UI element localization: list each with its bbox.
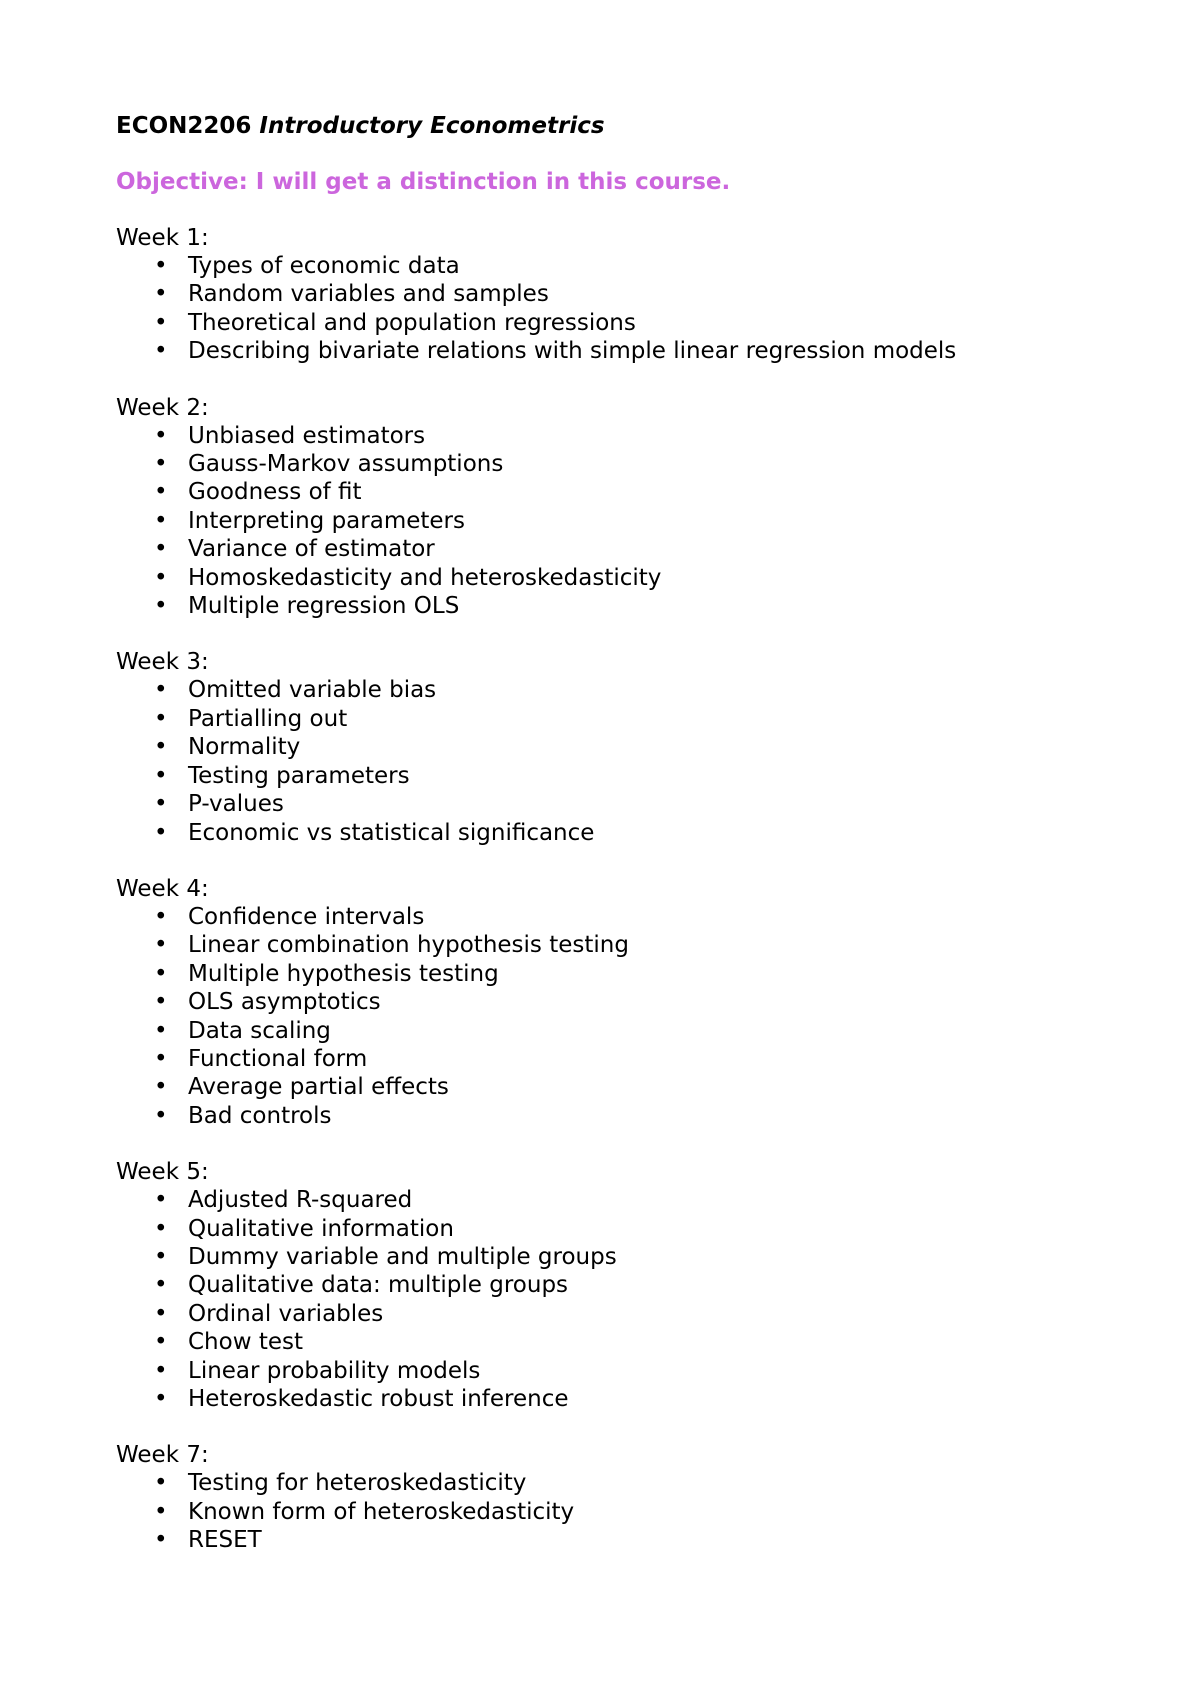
list-item — [116, 988, 1116, 1016]
objective-statement: Objective: I will get a distinction in this course. — [116, 169, 731, 195]
bullet-icon: • — [154, 989, 168, 1016]
list-item — [116, 252, 1116, 280]
list-item — [116, 931, 1116, 959]
week-heading: Week 5: — [116, 1159, 209, 1186]
week-section — [116, 394, 1116, 621]
list-item — [116, 280, 1116, 308]
week-heading: Week 2: — [116, 394, 209, 421]
topic-text: Multiple hypothesis testing — [188, 960, 499, 987]
bullet-icon: • — [154, 1329, 168, 1356]
bullet-icon: • — [154, 479, 168, 506]
week-heading: Week 3: — [116, 649, 209, 676]
topic-text: Average partial effects — [188, 1074, 449, 1101]
bullet-icon: • — [154, 705, 168, 732]
topic-text: Functional form — [188, 1045, 368, 1072]
week-section — [116, 224, 1116, 366]
bullet-icon: • — [154, 734, 168, 761]
topic-text: Known form of heteroskedasticity — [188, 1498, 575, 1525]
week-section — [116, 648, 1116, 846]
bullet-icon: • — [154, 1215, 168, 1242]
topic-text: Dummy variable and multiple groups — [188, 1243, 617, 1270]
bullet-icon: • — [154, 564, 168, 591]
week-section — [116, 1441, 1116, 1554]
topic-text: Homoskedasticity and heteroskedasticity — [188, 564, 662, 591]
topic-text: Types of economic data — [188, 253, 460, 279]
bullet-icon: • — [154, 791, 168, 818]
bullet-icon: • — [154, 960, 168, 987]
list-item — [116, 507, 1116, 535]
list-item — [116, 564, 1116, 592]
list-item — [116, 1102, 1116, 1130]
topic-list — [116, 1469, 1116, 1554]
bullet-icon: • — [154, 1074, 168, 1101]
topic-text: Bad controls — [188, 1102, 332, 1129]
list-item — [116, 309, 1116, 337]
bullet-icon: • — [154, 593, 168, 620]
list-item — [116, 705, 1116, 733]
list-item — [116, 1186, 1116, 1214]
topic-text: Economic vs statistical significance — [188, 819, 595, 846]
bullet-icon: • — [154, 309, 168, 336]
document-title — [116, 112, 1116, 140]
topic-text: Random variables and samples — [188, 281, 549, 308]
list-item — [116, 1017, 1116, 1045]
topic-text: Variance of estimator — [188, 536, 435, 563]
bullet-icon: • — [154, 281, 168, 308]
list-item — [116, 478, 1116, 506]
topic-text: P-values — [188, 791, 284, 818]
topic-list — [116, 676, 1116, 846]
list-item — [116, 337, 1116, 365]
bullet-icon: • — [154, 338, 168, 365]
list-item — [116, 1243, 1116, 1271]
bullet-icon: • — [154, 1243, 168, 1270]
list-item — [116, 1271, 1116, 1299]
list-item — [116, 592, 1116, 620]
topic-text: Normality — [188, 734, 301, 761]
topic-text: Linear probability models — [188, 1357, 481, 1384]
list-item — [116, 1045, 1116, 1073]
week-heading: Week 1: — [116, 225, 209, 251]
list-item — [116, 790, 1116, 818]
topic-text: Heteroskedastic robust inference — [188, 1386, 569, 1412]
bullet-icon: • — [154, 1386, 168, 1412]
bullet-icon: • — [154, 507, 168, 534]
topic-text: Testing parameters — [188, 762, 410, 789]
bullet-icon: • — [154, 1272, 168, 1299]
list-item — [116, 1469, 1116, 1497]
topic-text: Adjusted R-squared — [188, 1187, 413, 1214]
topic-text: Unbiased estimators — [188, 422, 426, 449]
topic-text: Multiple regression OLS — [188, 593, 460, 620]
list-item — [116, 676, 1116, 704]
list-item — [116, 1526, 1116, 1554]
list-item — [116, 733, 1116, 761]
topic-list — [116, 1186, 1116, 1413]
bullet-icon: • — [154, 819, 168, 846]
bullet-icon: • — [154, 1300, 168, 1327]
topic-text: Testing for heteroskedasticity — [188, 1470, 527, 1497]
bullet-icon: • — [154, 1187, 168, 1214]
topic-text: Interpreting parameters — [188, 507, 465, 534]
topic-list — [116, 252, 1116, 366]
document-page — [116, 112, 1116, 1555]
list-item — [116, 535, 1116, 563]
week-section — [116, 1158, 1116, 1413]
bullet-icon: • — [154, 1470, 168, 1497]
week-heading: Week 7: — [116, 1442, 209, 1469]
course-code: ECON2206 — [116, 113, 252, 139]
course-name: Introductory Econometrics — [259, 113, 605, 139]
topic-text: Theoretical and population regressions — [188, 309, 636, 336]
topic-text: Ordinal variables — [188, 1300, 384, 1327]
list-item — [116, 1385, 1116, 1413]
topic-text: Gauss-Markov assumptions — [188, 451, 504, 478]
week-heading: Week 4: — [116, 875, 209, 902]
topic-list — [116, 903, 1116, 1130]
bullet-icon: • — [154, 903, 168, 930]
list-item — [116, 1328, 1116, 1356]
bullet-icon: • — [154, 1527, 168, 1554]
topic-text: Qualitative information — [188, 1215, 454, 1242]
topic-text: OLS asymptotics — [188, 989, 381, 1016]
list-item — [116, 762, 1116, 790]
bullet-icon: • — [154, 1017, 168, 1044]
topic-text: RESET — [188, 1527, 262, 1554]
topic-text: Confidence intervals — [188, 903, 425, 930]
bullet-icon: • — [154, 451, 168, 478]
bullet-icon: • — [154, 932, 168, 959]
bullet-icon: • — [154, 677, 168, 704]
topic-text: Linear combination hypothesis testing — [188, 932, 629, 959]
bullet-icon: • — [154, 1357, 168, 1384]
topic-list — [116, 422, 1116, 621]
list-item — [116, 903, 1116, 931]
list-item — [116, 960, 1116, 988]
topic-text: Qualitative data: multiple groups — [188, 1272, 569, 1299]
bullet-icon: • — [154, 536, 168, 563]
bullet-icon: • — [154, 762, 168, 789]
list-item — [116, 1498, 1116, 1526]
list-item — [116, 1073, 1116, 1101]
bullet-icon: • — [154, 1045, 168, 1072]
bullet-icon: • — [154, 253, 168, 279]
bullet-icon: • — [154, 1498, 168, 1525]
topic-text: Chow test — [188, 1329, 303, 1356]
topic-text: Omitted variable bias — [188, 677, 437, 704]
list-item — [116, 819, 1116, 847]
week-section — [116, 875, 1116, 1130]
list-item — [116, 422, 1116, 450]
list-item — [116, 450, 1116, 478]
list-item — [116, 1300, 1116, 1328]
weeks-list — [116, 224, 1116, 1555]
topic-text: Data scaling — [188, 1017, 331, 1044]
list-item — [116, 1215, 1116, 1243]
bullet-icon: • — [154, 1102, 168, 1129]
bullet-icon: • — [154, 422, 168, 449]
list-item — [116, 1357, 1116, 1385]
topic-text: Partialling out — [188, 705, 348, 732]
topic-text: Describing bivariate relations with simple linear regression models — [188, 338, 957, 365]
topic-text: Goodness of fit — [188, 479, 362, 506]
